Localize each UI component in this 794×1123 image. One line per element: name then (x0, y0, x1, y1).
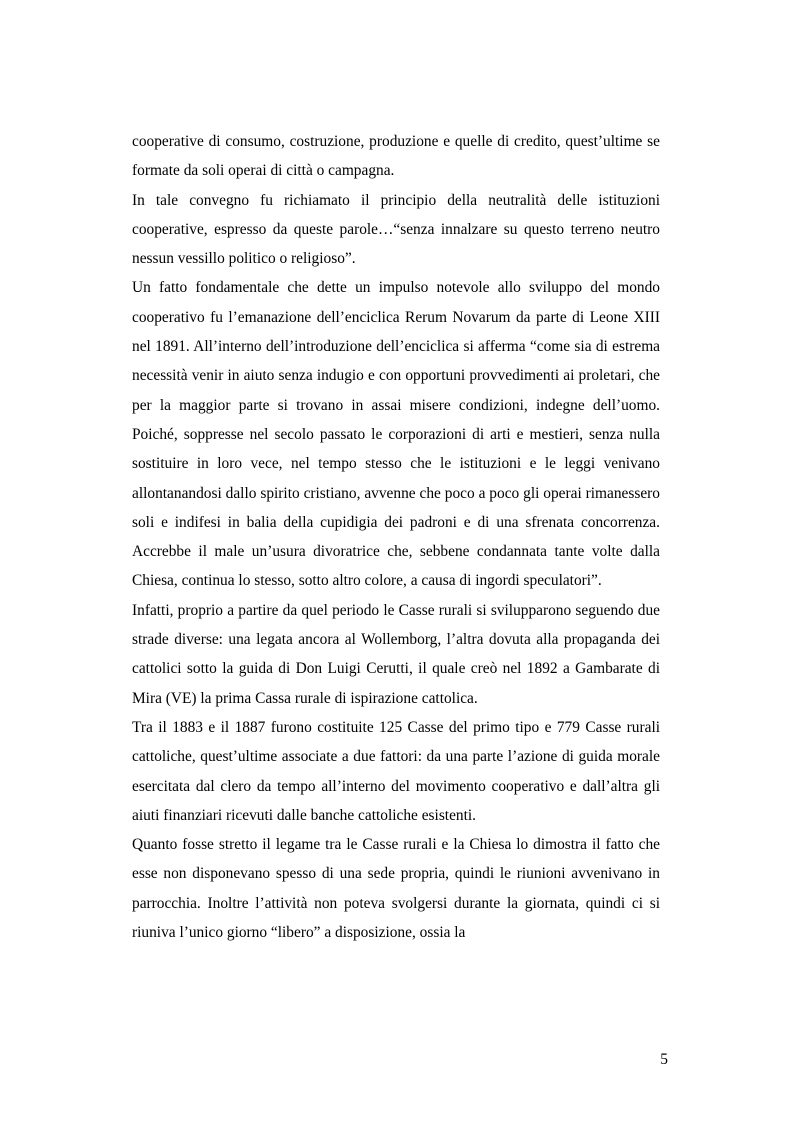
paragraph-1: cooperative di consumo, costruzione, produzione e quelle di credito, quest’ultime se formate da soli operai di città o campagna. (132, 133, 660, 180)
paragraph-2: In tale convegno fu richiamato il principio della neutralità delle istituzioni cooperative, espresso da queste parole…“senza innalzare su questo terreno neutro nessun vessillo politico o religioso”. (132, 191, 660, 268)
paragraph-5: Tra il 1883 e il 1887 furono costituite 125 Casse del primo tipo e 779 Casse rurali cattoliche, quest’ultime associate a due fattori: da una parte l’azione di guida morale esercitata dal clero da tempo all’interno del movimento cooperativo e dall’altra gli aiuti finanziari ricevuti dalle banche cattoliche esistenti. (132, 718, 660, 824)
paragraph-3: Un fatto fondamentale che dette un impulso notevole allo sviluppo del mondo cooperativo fu l’emanazione dell’enciclica Rerum Novarum da parte di Leone XIII nel 1891. All’interno dell’introduzione dell’enciclica si afferma “come sia di estrema necessità venir in aiuto senza indugio e con opportuni provvedimenti ai proletari, che per la maggior parte si trovano in assai misere condizioni, indegne dell’uomo. Poiché, soppresse nel secolo passato le corporazioni di arti e mestieri, senza nulla sostituire in loro vece, nel tempo stesso che le istituzioni e le leggi venivano allontanandosi dallo spirito cristiano, avvenne che poco a poco gli operai rimanessero soli e indifesi in balia della cupidigia dei padroni e di una sfrenata concorrenza. Accrebbe il male un’usura divoratrice che, sebbene condannata tante volte dalla Chiesa, continua lo stesso, sotto altro colore, a causa di ingordi speculatori”. (132, 279, 660, 590)
page-number: 5 (660, 1051, 668, 1068)
paragraph-4: Infatti, proprio a partire da quel periodo le Casse rurali si svilupparono seguendo due strade diverse: una legata ancora al Wollemborg, l’altra dovuta alla propaganda dei cattolici sotto la guida di Don Luigi Cerutti, il quale creò nel 1892 a Gambarate di Mira (VE) la prima Cassa rurale di ispirazione cattolica. (132, 601, 660, 707)
page-body (132, 127, 660, 947)
paragraph-6: Quanto fosse stretto il legame tra le Casse rurali e la Chiesa lo dimostra il fatto che esse non disponevano spesso di una sede propria, quindi le riunioni avvenivano in parrocchia. Inoltre l’attività non poteva svolgersi durante la giornata, quindi ci si riuniva l’unico giorno “libero” a disposizione, ossia la (132, 836, 660, 942)
